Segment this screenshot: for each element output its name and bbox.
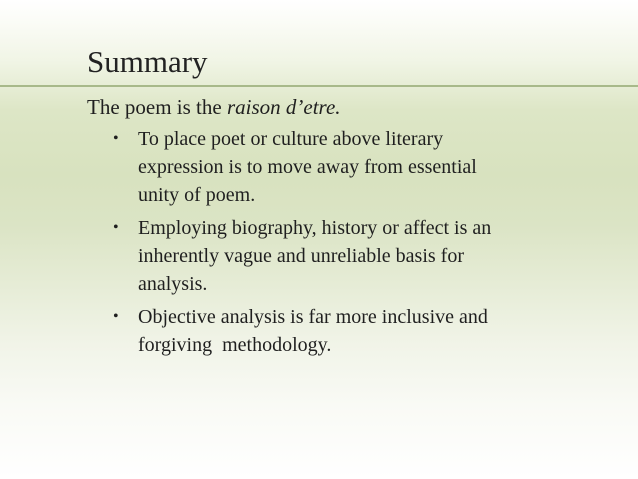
bullet-list	[107, 125, 547, 364]
bullet-line: analysis.	[138, 273, 208, 295]
bullet-dot-icon: •	[113, 308, 119, 325]
bullet-dot-icon: •	[113, 130, 119, 147]
slide-title: Summary	[87, 44, 208, 79]
bullet-line: forgiving methodology.	[138, 334, 332, 356]
bullet-line: Employing biography, history or affect is an	[138, 217, 492, 239]
bullet-line: unity of poem.	[138, 184, 256, 206]
bullet-item	[107, 303, 547, 359]
bullet-item	[107, 125, 547, 209]
lead-emphasis: raison d’etre.	[226, 95, 341, 119]
title-divider	[0, 85, 638, 87]
bullet-dot-icon: •	[113, 219, 119, 236]
lead-text: The poem is the	[87, 95, 227, 119]
bullet-line: inherently vague and unreliable basis for	[138, 245, 464, 267]
bullet-line: expression is to move away from essential	[138, 156, 477, 178]
lead-statement	[87, 92, 341, 122]
bullet-line: Objective analysis is far more inclusive and	[138, 306, 488, 328]
bullet-line: To place poet or culture above literary	[138, 128, 444, 150]
bullet-item	[107, 214, 547, 298]
